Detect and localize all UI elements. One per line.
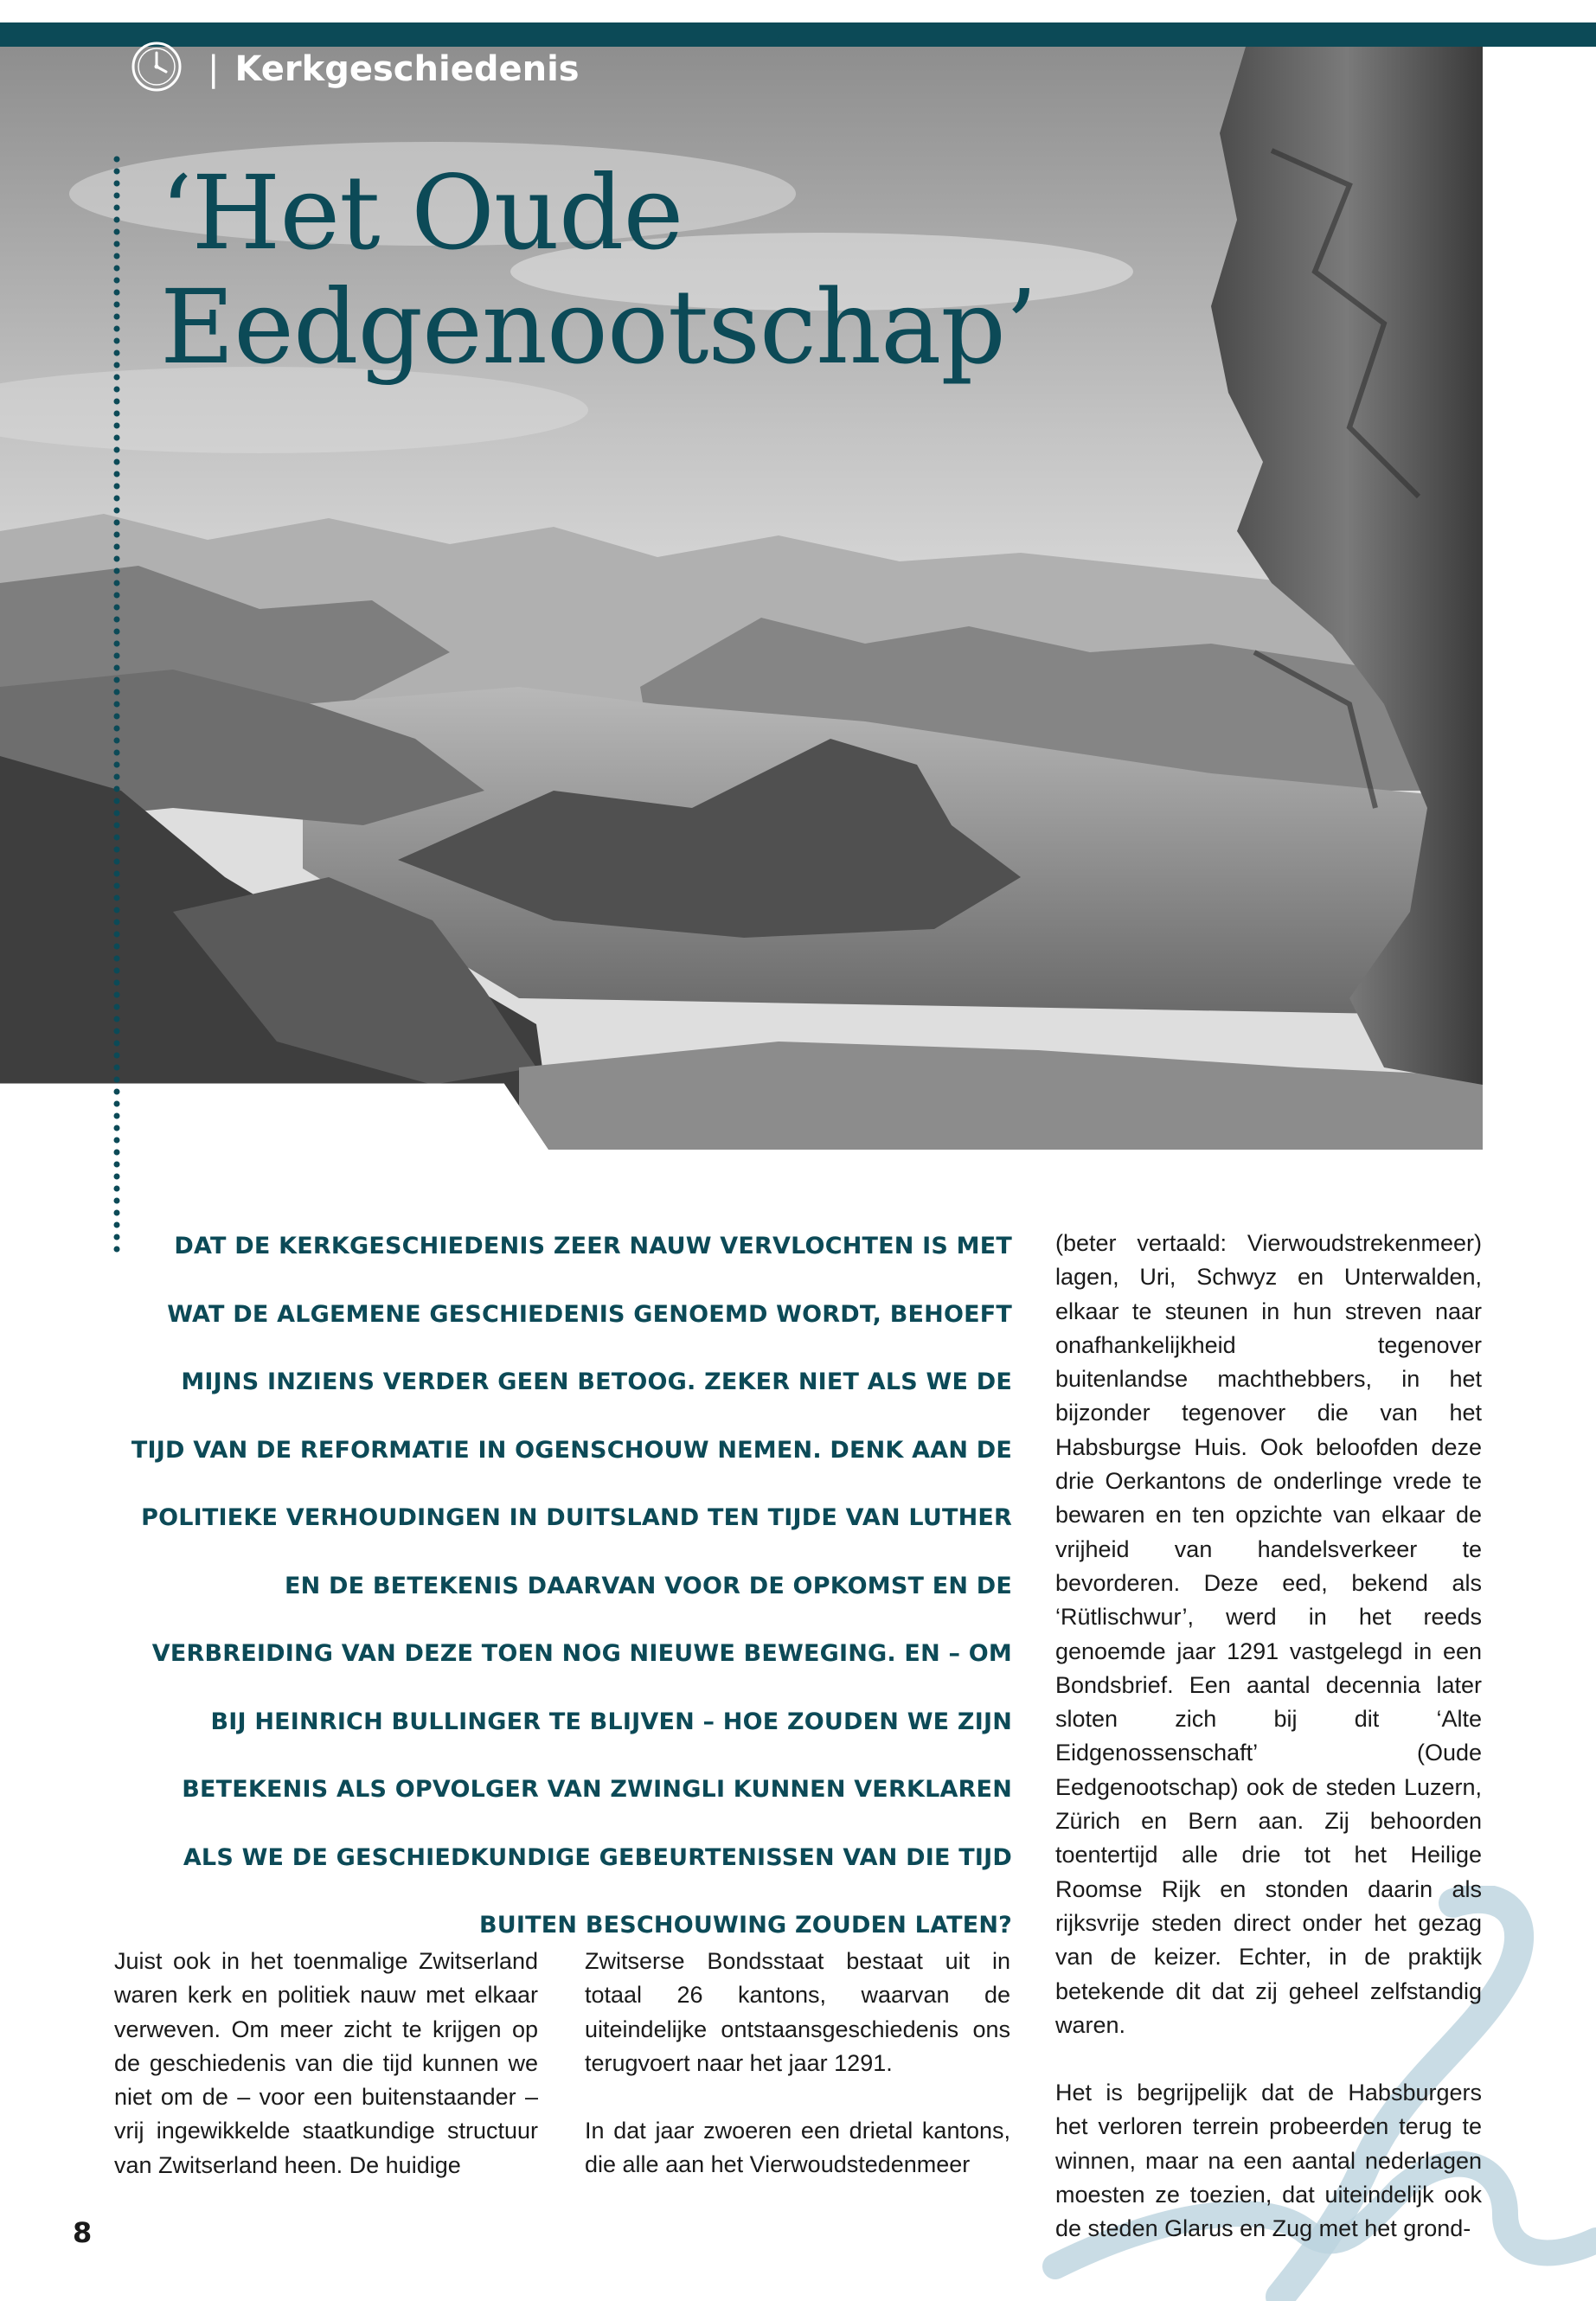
dotted-rule: [112, 156, 121, 1259]
article-title: [160, 153, 1112, 388]
body-paragraph: Het is begrijpelijk dat de Habsburgers het verloren terrein probeerden terug te winnen, maar na een aantal nederlagen moesten ze toezien, dat uiteindelijk ook de steden Glarus en Zug met het grond-: [1055, 2080, 1482, 2242]
body-paragraph: Juist ook in het toenmalige Zwitserland waren kerk en politiek nauw met elkaar verweven. Om meer zicht te krijgen op de geschiedenis van die tijd kunnen we niet om de – voor een buitenstaander – vrij ingewikkelde staatkundige structuur van Zwitserland heen. De huidige: [114, 1948, 538, 2178]
body-column-1: [114, 1945, 538, 2216]
section-label-text: Kerkgeschiedenis: [234, 49, 580, 89]
section-label: | Kerkgeschiedenis: [208, 49, 580, 89]
body-paragraph: Zwitserse Bondsstaat bestaat uit in totaal 26 kantons, waarvan de uiteindelijke ontstaansgeschiedenis ons terugvoert naar het jaar 1291.: [585, 1948, 1010, 2076]
body-paragraph: (beter vertaald: Vierwoudstrekenmeer) lagen, Uri, Schwyz en Unterwalden, elkaar te steunen in hun streven naar onafhankelijkheid tegenover buitenlandse machthebbers, in het bijzonder tegenover die van het Habsburgse Huis. Ook beloofden deze drie Oerkantons de onderlinge vrede te bewaren en ten opzichte van elkaar de vrijheid van handelsverkeer te bevorderen. Deze eed, bekend als ‘Rütlischwur’, werd in het reeds genoemde jaar 1291 vastgelegd in een Bondsbrief. Een aantal decennia later sloten zich bij dit ‘Alte Eidgenossenschaft’ (Oude Eedgenootschap) ook de steden Luzern, Zürich en Bern aan. Zij behoorden toentertijd alle drie tot het Heilige Roomse Rijk en stonden daarin als rijksvrije steden direct onder het gezag van de keizer. Echter, in de praktijk betekende dit dat zij geheel zelfstandig waren.: [1055, 1230, 1482, 2038]
body-column-3: [1055, 1227, 1482, 2280]
intro-paragraph: DAT DE KERKGESCHIEDENIS ZEER NAUW VERVLOCHTEN IS MET WAT DE ALGEMENE GESCHIEDENIS GENOEMD WORDT, BEHOEFT MIJNS INZIENS VERDER GEEN BETOOG. ZEKER NIET ALS WE DE TIJD VAN DE REFORMATIE IN OGENSCHOUW NEMEN. DENK AAN DE POLITIEKE VERHOUDINGEN IN DUITSLAND TEN TIJDE VAN LUTHER EN DE BETEKENIS DAARVAN VOOR DE OPKOMST EN DE VERBREIDING VAN DEZE TOEN NOG NIEUWE BEWEGING. EN – OM BIJ HEINRICH BULLINGER TE BLIJVEN – HOE ZOUDEN WE ZIJN BETEKENIS ALS OPVOLGER VAN ZWINGLI KUNNEN VERKLAREN ALS WE DE GESCHIEDKUNDIGE GEBEURTENISSEN VAN DIE TIJD BUITEN BESCHOUWING ZOUDEN LATEN?: [131, 1233, 1012, 1939]
title-line-1: ‘Het Oude: [160, 153, 683, 272]
clock-icon: [130, 40, 183, 93]
body-paragraph: In dat jaar zwoeren een drietal kantons, die alle aan het Vierwoudstedenmeer: [585, 2118, 1010, 2178]
title-line-2: Eedgenootschap’: [160, 267, 1037, 388]
page-number: 8: [73, 2216, 93, 2249]
body-column-2: [585, 1945, 1010, 2216]
